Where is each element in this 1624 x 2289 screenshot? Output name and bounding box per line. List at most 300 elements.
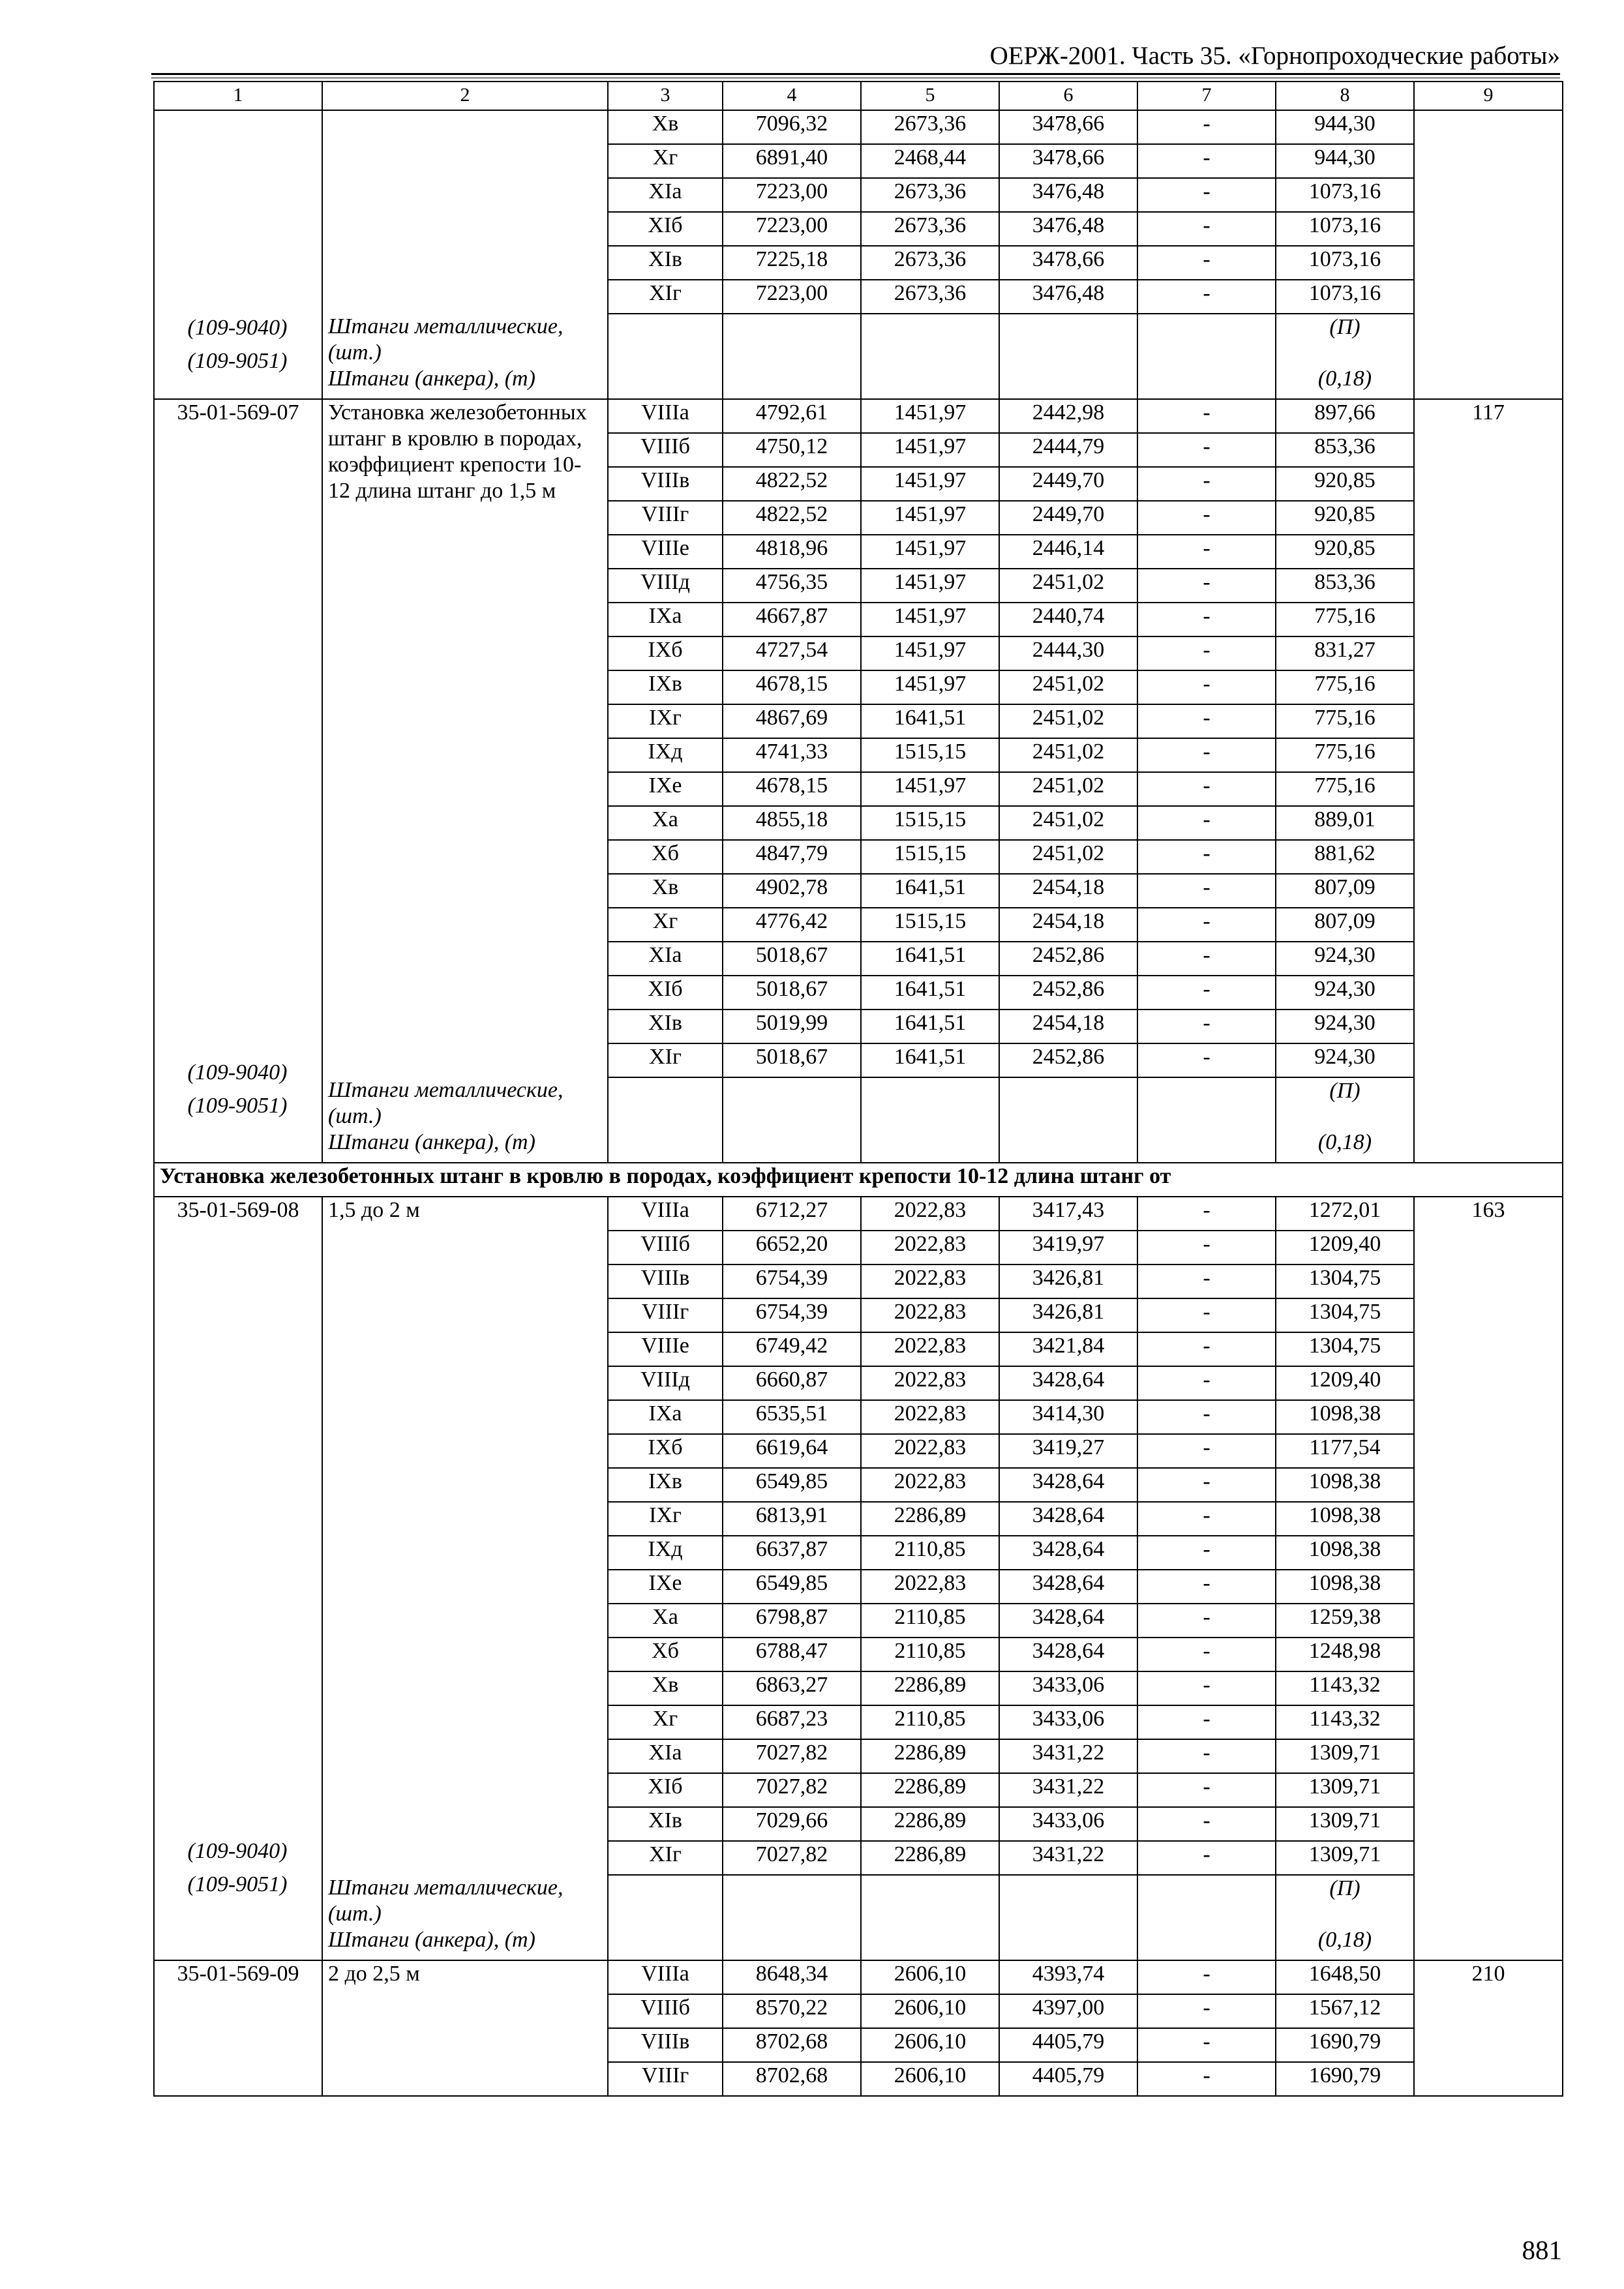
machinists-wages: - [1137,1264,1276,1298]
machines-cost: 3428,64 [999,1468,1137,1502]
column-number: 5 [861,82,999,110]
materials-cost: 831,27 [1276,636,1414,670]
machines-cost: 3428,64 [999,1502,1137,1536]
machinists-wages: - [1137,1536,1276,1570]
wages-cost: 2286,89 [861,1773,999,1807]
labor-cost: 117 [1414,399,1563,1163]
machines-cost: 2444,30 [999,636,1137,670]
materials-cost: 1209,40 [1276,1366,1414,1400]
machines-cost: 2449,70 [999,501,1137,535]
wages-cost: 2286,89 [861,1502,999,1536]
zone-code: VIIIа [608,1197,723,1231]
total-cost: 4902,78 [723,874,861,908]
rate-description: 2 до 2,5 м [322,1960,608,2096]
total-cost: 7223,00 [723,178,861,212]
empty-cell [1137,1077,1276,1130]
material-value: (0,18) [1276,1927,1414,1960]
machines-cost: 3476,48 [999,280,1137,314]
material-name: Штанги (анкера), (т) [322,1130,608,1163]
total-cost: 4818,96 [723,535,861,569]
empty-cell [723,1130,861,1163]
zone-code: IXб [608,1434,723,1468]
header-rule-thick [151,73,1560,75]
machinists-wages: - [1137,433,1276,467]
zone-code: Xа [608,806,723,840]
wages-cost: 1451,97 [861,569,999,603]
zone-code: Xб [608,1638,723,1671]
column-number: 1 [154,82,322,110]
machinists-wages: - [1137,1994,1276,2028]
wages-cost: 1641,51 [861,704,999,738]
machines-cost: 3478,66 [999,246,1137,280]
materials-cost: 1690,79 [1276,2062,1414,2096]
machinists-wages: - [1137,467,1276,501]
wages-cost: 2022,83 [861,1366,999,1400]
zone-code: VIIIб [608,1994,723,2028]
materials-cost: 1648,50 [1276,1960,1414,1994]
wages-cost: 2022,83 [861,1197,999,1231]
machines-cost: 2442,98 [999,399,1137,433]
wages-cost: 2110,85 [861,1705,999,1739]
zone-code: VIIIв [608,467,723,501]
empty-cell [1137,1875,1276,1927]
empty-cell [861,1077,999,1130]
zone-code: IXб [608,636,723,670]
wages-cost: 1515,15 [861,908,999,942]
empty-cell [608,1875,723,1927]
machines-cost: 2440,74 [999,603,1137,636]
material-row [154,314,1563,366]
machinists-wages: - [1137,976,1276,1010]
wages-cost: 2286,89 [861,1739,999,1773]
machines-cost: 2454,18 [999,908,1137,942]
machines-cost: 3428,64 [999,1604,1137,1638]
total-cost: 4822,52 [723,501,861,535]
wages-cost: 2286,89 [861,1841,999,1875]
wages-cost: 1515,15 [861,738,999,772]
material-row [154,1130,1563,1163]
machinists-wages: - [1137,1400,1276,1434]
total-cost: 6749,42 [723,1332,861,1366]
materials-cost: 924,30 [1276,1043,1414,1077]
materials-cost: 1309,71 [1276,1841,1414,1875]
column-number: 3 [608,82,723,110]
machines-cost: 2451,02 [999,670,1137,704]
machines-cost: 3414,30 [999,1400,1137,1434]
wages-cost: 2673,36 [861,110,999,144]
zone-code: VIIIг [608,501,723,535]
total-cost: 8702,68 [723,2028,861,2062]
wages-cost: 1451,97 [861,501,999,535]
zone-code: VIIIа [608,1960,723,1994]
total-cost: 6798,87 [723,1604,861,1638]
machines-cost: 2451,02 [999,772,1137,806]
machinists-wages: - [1137,212,1276,246]
total-cost: 4741,33 [723,738,861,772]
zone-code: Xг [608,908,723,942]
machinists-wages: - [1137,942,1276,976]
wages-cost: 1515,15 [861,840,999,874]
machinists-wages: - [1137,772,1276,806]
machines-cost: 3428,64 [999,1536,1137,1570]
total-cost: 5018,67 [723,1043,861,1077]
empty-cell [608,1130,723,1163]
total-cost: 4750,12 [723,433,861,467]
machines-cost: 2451,02 [999,806,1137,840]
machines-cost: 2452,86 [999,1043,1137,1077]
materials-cost: 807,09 [1276,874,1414,908]
wages-cost: 1641,51 [861,976,999,1010]
machines-cost: 3428,64 [999,1638,1137,1671]
total-cost: 7027,82 [723,1739,861,1773]
materials-cost: 775,16 [1276,603,1414,636]
rate-description: 1,5 до 2 м [322,1197,608,1875]
machinists-wages: - [1137,144,1276,178]
material-row [154,366,1563,399]
machinists-wages: - [1137,1739,1276,1773]
machines-cost: 4405,79 [999,2062,1137,2096]
wages-cost: 2673,36 [861,246,999,280]
total-cost: 6549,85 [723,1570,861,1604]
machinists-wages: - [1137,704,1276,738]
total-cost: 4678,15 [723,772,861,806]
machinists-wages: - [1137,1231,1276,1264]
machines-cost: 2449,70 [999,467,1137,501]
material-code: (109-9040) [187,1839,288,1863]
machinists-wages: - [1137,1197,1276,1231]
machines-cost: 4405,79 [999,2028,1137,2062]
machines-cost: 2451,02 [999,569,1137,603]
material-row [154,1077,1563,1130]
machinists-wages: - [1137,1502,1276,1536]
wages-cost: 2606,10 [861,1994,999,2028]
machines-cost: 2451,02 [999,840,1137,874]
wages-cost: 1451,97 [861,772,999,806]
materials-cost: 1272,01 [1276,1197,1414,1231]
zone-code: VIIIв [608,1264,723,1298]
machinists-wages: - [1137,1366,1276,1400]
page-header-title: ОЕРЖ-2001. Часть 35. «Горнопроходческие работы» [989,42,1560,70]
wages-cost: 1451,97 [861,603,999,636]
materials-cost: 920,85 [1276,467,1414,501]
machinists-wages: - [1137,840,1276,874]
materials-cost: 920,85 [1276,535,1414,569]
empty-cell [999,1077,1137,1130]
materials-cost: 1073,16 [1276,178,1414,212]
wages-cost: 1451,97 [861,535,999,569]
total-cost: 4792,61 [723,399,861,433]
empty-cell [1137,314,1276,366]
empty-cell [861,1875,999,1927]
machinists-wages: - [1137,501,1276,535]
materials-cost: 1259,38 [1276,1604,1414,1638]
rate-description [322,110,608,314]
empty-cell [723,366,861,399]
machines-cost: 2444,79 [999,433,1137,467]
materials-cost: 889,01 [1276,806,1414,840]
total-cost: 6549,85 [723,1468,861,1502]
empty-cell [999,366,1137,399]
machinists-wages: - [1137,738,1276,772]
machinists-wages: - [1137,1604,1276,1638]
zone-code: IXг [608,1502,723,1536]
wages-cost: 2022,83 [861,1434,999,1468]
materials-cost: 1309,71 [1276,1739,1414,1773]
total-cost: 6535,51 [723,1400,861,1434]
machinists-wages: - [1137,535,1276,569]
wages-cost: 2022,83 [861,1231,999,1264]
zone-code: VIIIа [608,399,723,433]
total-cost: 8648,34 [723,1960,861,1994]
total-cost: 7096,32 [723,110,861,144]
material-value: (0,18) [1276,1130,1414,1163]
total-cost: 4776,42 [723,908,861,942]
machinists-wages: - [1137,1468,1276,1502]
material-code: (109-9040) [187,316,288,340]
machines-cost: 3428,64 [999,1570,1137,1604]
total-cost: 7223,00 [723,212,861,246]
zone-code: IXг [608,704,723,738]
materials-cost: 944,30 [1276,144,1414,178]
materials-cost: 1690,79 [1276,2028,1414,2062]
total-cost: 7223,00 [723,280,861,314]
machinists-wages: - [1137,399,1276,433]
zone-code: XIг [608,280,723,314]
zone-code: XIб [608,976,723,1010]
wages-cost: 2110,85 [861,1638,999,1671]
table-body [154,82,1563,2096]
zone-code: IXд [608,738,723,772]
materials-cost: 924,30 [1276,942,1414,976]
empty-cell [861,366,999,399]
total-cost: 4678,15 [723,670,861,704]
material-row [154,1875,1563,1927]
column-number: 8 [1276,82,1414,110]
wages-cost: 2673,36 [861,212,999,246]
zone-code: XIг [608,1043,723,1077]
machines-cost: 3426,81 [999,1298,1137,1332]
empty-cell [861,1130,999,1163]
total-cost: 6652,20 [723,1231,861,1264]
machinists-wages: - [1137,1434,1276,1468]
empty-cell [608,1927,723,1960]
materials-cost: 924,30 [1276,1010,1414,1043]
rates-table [153,81,1563,2097]
empty-cell [999,1927,1137,1960]
zone-code: VIIIд [608,1366,723,1400]
materials-cost: 944,30 [1276,110,1414,144]
materials-cost: 775,16 [1276,670,1414,704]
column-number: 9 [1414,82,1563,110]
zone-code: Xв [608,110,723,144]
material-code: (109-9040) [187,1060,288,1085]
zone-code: Xг [608,144,723,178]
machinists-wages: - [1137,603,1276,636]
wages-cost: 2022,83 [861,1332,999,1366]
empty-cell [999,1875,1137,1927]
wages-cost: 1641,51 [861,1043,999,1077]
wages-cost: 1451,97 [861,399,999,433]
materials-cost: 1073,16 [1276,212,1414,246]
wages-cost: 2110,85 [861,1536,999,1570]
wages-cost: 2022,83 [861,1400,999,1434]
empty-cell [999,1130,1137,1163]
table-row [154,1197,1563,1231]
zone-code: IXд [608,1536,723,1570]
materials-cost: 1098,38 [1276,1570,1414,1604]
zone-code: VIIIв [608,2028,723,2062]
material-value: (П) [1276,314,1414,366]
empty-cell [1137,1927,1276,1960]
total-cost: 6754,39 [723,1264,861,1298]
zone-code: VIIIб [608,433,723,467]
column-numbers-row [154,82,1563,110]
empty-cell [999,314,1137,366]
column-number: 4 [723,82,861,110]
rate-code: 35-01-569-07 [154,399,322,1163]
machines-cost: 2451,02 [999,738,1137,772]
empty-cell [723,1875,861,1927]
zone-code: Xг [608,1705,723,1739]
wages-cost: 2468,44 [861,144,999,178]
machinists-wages: - [1137,2062,1276,2096]
machinists-wages: - [1137,1638,1276,1671]
total-cost: 8570,22 [723,1994,861,2028]
material-name: Штанги металлические, (шт.) [322,1875,608,1927]
materials-cost: 807,09 [1276,908,1414,942]
total-cost: 4867,69 [723,704,861,738]
machines-cost: 2454,18 [999,874,1137,908]
total-cost: 5018,67 [723,942,861,976]
total-cost: 6863,27 [723,1671,861,1705]
zone-code: IXе [608,1570,723,1604]
materials-cost: 881,62 [1276,840,1414,874]
machinists-wages: - [1137,874,1276,908]
zone-code: VIIIб [608,1231,723,1264]
total-cost: 6754,39 [723,1298,861,1332]
machinists-wages: - [1137,1841,1276,1875]
wages-cost: 2606,10 [861,2062,999,2096]
labor-cost: 163 [1414,1197,1563,1960]
materials-cost: 897,66 [1276,399,1414,433]
materials-cost: 924,30 [1276,976,1414,1010]
zone-code: XIг [608,1841,723,1875]
wages-cost: 2286,89 [861,1671,999,1705]
zone-code: VIIIг [608,2062,723,2096]
materials-cost: 1177,54 [1276,1434,1414,1468]
zone-code: Xв [608,1671,723,1705]
materials-cost: 1098,38 [1276,1400,1414,1434]
machines-cost: 3417,43 [999,1197,1137,1231]
materials-cost: 1304,75 [1276,1332,1414,1366]
materials-cost: 1248,98 [1276,1638,1414,1671]
materials-cost: 775,16 [1276,704,1414,738]
empty-cell [1137,1130,1276,1163]
zone-code: VIIIе [608,535,723,569]
empty-cell [608,366,723,399]
zone-code: VIIIе [608,1332,723,1366]
machinists-wages: - [1137,569,1276,603]
machines-cost: 3433,06 [999,1807,1137,1841]
total-cost: 5018,67 [723,976,861,1010]
machinists-wages: - [1137,178,1276,212]
materials-cost: 920,85 [1276,501,1414,535]
material-name: Штанги металлические, (шт.) [322,1077,608,1130]
wages-cost: 2606,10 [861,1960,999,1994]
empty-cell [1137,366,1276,399]
zone-code: XIв [608,1010,723,1043]
zone-code: XIб [608,1773,723,1807]
total-cost: 6813,91 [723,1502,861,1536]
wages-cost: 1451,97 [861,433,999,467]
materials-cost: 853,36 [1276,569,1414,603]
machinists-wages: - [1137,908,1276,942]
machines-cost: 2452,86 [999,976,1137,1010]
machines-cost: 2446,14 [999,535,1137,569]
zone-code: IXв [608,1468,723,1502]
machinists-wages: - [1137,1773,1276,1807]
total-cost: 5019,99 [723,1010,861,1043]
machinists-wages: - [1137,670,1276,704]
machinists-wages: - [1137,636,1276,670]
total-cost: 7029,66 [723,1807,861,1841]
wages-cost: 1451,97 [861,467,999,501]
machines-cost: 3433,06 [999,1705,1137,1739]
machines-cost: 3421,84 [999,1332,1137,1366]
machinists-wages: - [1137,1043,1276,1077]
material-value: (П) [1276,1077,1414,1130]
machinists-wages: - [1137,1332,1276,1366]
material-code: (109-9051) [187,349,288,373]
machinists-wages: - [1137,1807,1276,1841]
wages-cost: 2673,36 [861,178,999,212]
materials-cost: 1098,38 [1276,1502,1414,1536]
total-cost: 6712,27 [723,1197,861,1231]
materials-cost: 1304,75 [1276,1264,1414,1298]
machines-cost: 4397,00 [999,1994,1137,2028]
empty-cell [723,314,861,366]
wages-cost: 2286,89 [861,1807,999,1841]
zone-code: VIIIг [608,1298,723,1332]
materials-cost: 1098,38 [1276,1536,1414,1570]
machines-cost: 3478,66 [999,110,1137,144]
rate-code: 35-01-569-09 [154,1960,322,2096]
machinists-wages: - [1137,1960,1276,1994]
materials-cost: 1073,16 [1276,246,1414,280]
total-cost: 4756,35 [723,569,861,603]
wages-cost: 1641,51 [861,874,999,908]
empty-cell [861,314,999,366]
wages-cost: 2022,83 [861,1298,999,1332]
materials-cost: 1304,75 [1276,1298,1414,1332]
materials-cost: 1567,12 [1276,1994,1414,2028]
materials-cost: 1143,32 [1276,1671,1414,1705]
total-cost: 7027,82 [723,1773,861,1807]
wages-cost: 1515,15 [861,806,999,840]
zone-code: XIб [608,212,723,246]
total-cost: 6619,64 [723,1434,861,1468]
material-row [154,1927,1563,1960]
machines-cost: 3433,06 [999,1671,1137,1705]
total-cost: 6687,23 [723,1705,861,1739]
total-cost: 6637,87 [723,1536,861,1570]
materials-cost: 1143,32 [1276,1705,1414,1739]
total-cost: 4727,54 [723,636,861,670]
wages-cost: 1451,97 [861,670,999,704]
wages-cost: 2606,10 [861,2028,999,2062]
materials-cost: 1309,71 [1276,1807,1414,1841]
labor-cost [1414,110,1563,399]
